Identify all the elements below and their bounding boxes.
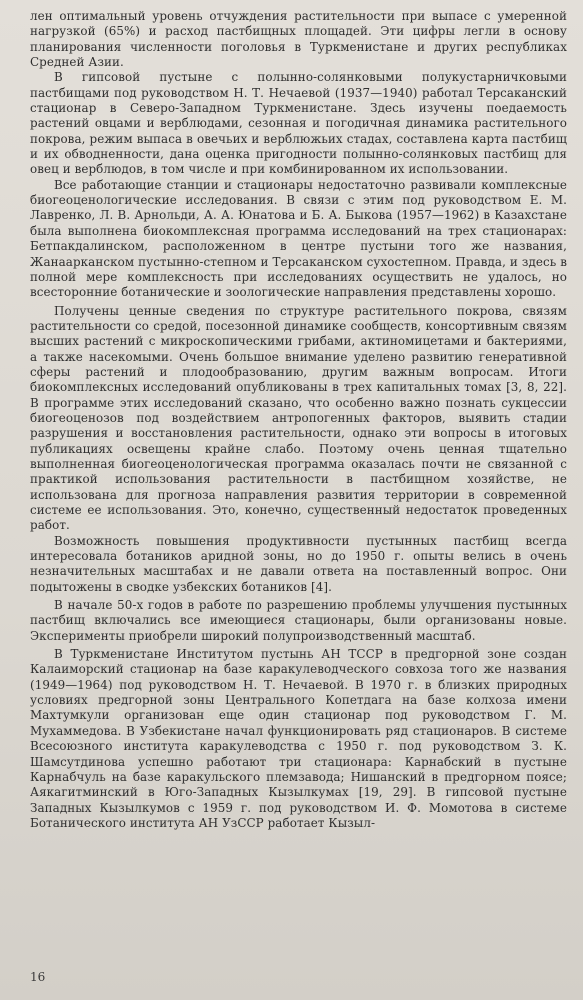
- paragraph-continued: лен оптимальный уровень отчуждения растительности при выпасе с умеренной нагрузкой (65%) и расход пастбищных площадей. Эти цифры легли в основу планирования численности поголовья в Туркменистане и других республиках Средней Азии.: [30, 9, 567, 70]
- paragraph-biocomplex-program: Все работающие станции и стационары недостаточно развивали комплексные биогеоценологические исследования. В связи с этим под руководством Е. М. Лавренко, Л. В. Арнольди, А. А. Юнатова и Б. А. Быкова (1957—1962) в Казахстане была выполнена биокомплексная программа исследований на трех стационарах: Бетпакдалинском, расположенном в центре пустыни того же названия, Жанаарканском пустынно-степном и Терсаканском сухостепном. Правда, и здесь в полной мере комплексность при исследованиях осуществить не удалось, но всесторонние ботанические и зоологические направления представлены хорошо.: [30, 177, 567, 300]
- paragraph-productivity: Возможность повышения продуктивности пустынных пастбищ всегда интересовала ботаников аридной зоны, но до 1950 г. опыты велись в очень незначительных масштабах и не давали ответа на поставленный вопрос. Они подытожены в сводке узбекских ботаников [4].: [30, 533, 567, 594]
- paragraph-fifties: В начале 50-х годов в работе по разрешению проблемы улучшения пустынных пастбищ включались все имеющиеся стационары, были организованы новые. Эксперименты приобрели широкий полупроизводственный масштаб.: [30, 598, 567, 643]
- paragraph-turkmenistan-stations: В Туркменистане Институтом пустынь АН ТССР в предгорной зоне создан Калаиморский стационар на базе каракулеводческого совхоза того же названия (1949—1964) под руководством Н. Т. Нечаевой. В 1970 г. в близких природных условиях предгорной зоны Центрального Копетдага на базе колхоза имени Махтумкули организован еще один стационар под руководством Г. М. Мухаммедова. В Узбекистане начал функционировать ряд стационаров. В системе Всесоюзного института каракулеводства с 1950 г. под руководством З. К. Шамсутдинова успешно работают три стационара: Карнабский в пустыне Карнабчуль на базе каракульского племзавода; Нишанский в предгорном поясе; Аякагитминский в Юго-Западных Кызылкумах [19, 29]. В гипсовой пустыне Западных Кызылкумов с 1959 г. под руководством И. Ф. Момотова в системе Ботанического института АН УзССР работает Кызыл-: [30, 647, 567, 830]
- body-text: [30, 9, 567, 831]
- page-number: 16: [30, 970, 46, 984]
- paragraph-results: Получены ценные сведения по структуре растительного покрова, связям растительности со средой, посезонной динамике сообществ, консортивным связям высших растений с микроскопическими грибами, актиномицетами и бактериями, а также насекомыми. Очень большое внимание уделено развитию генеративной сферы растений и плодообразованию, другим важным вопросам. Итоги биокомплексных исследований опубликованы в трех капитальных томах [3, 8, 22]. В программе этих исследований сказано, что особенно важно познать сукцессии биогеоценозов под воздействием антропогенных факторов, выявить стадии разрушения и восстановления растительности, однако эти вопросы в итоговых публикациях освещены крайне слабо. Поэтому очень ценная тщательно выполненная биогеоценологическая программа оказалась почти не связанной с практикой использования растительности в пастбищном хозяйстве, не использована для прогноза направления развития территории в современной системе ее использования. Это, конечно, существенный недостаток проведенных работ.: [30, 303, 567, 533]
- paragraph-tersakan-station: В гипсовой пустыне с полынно-солянковыми полукустарничковыми пастбищами под руководством Н. Т. Нечаевой (1937—1940) работал Терсаканский стационар в Северо-Западном Туркменистане. Здесь изучены поедаемость растений овцами и верблюдами, сезонная и погодичная динамика растительного покрова, режим выпаса в овечьих и верблюжьих стадах, составлена карта пастбищ и их обводненности, дана оценка пригодности полынно-солянковых пастбищ для овец и верблюдов, в том числе и при комбинированном их использовании.: [30, 70, 567, 177]
